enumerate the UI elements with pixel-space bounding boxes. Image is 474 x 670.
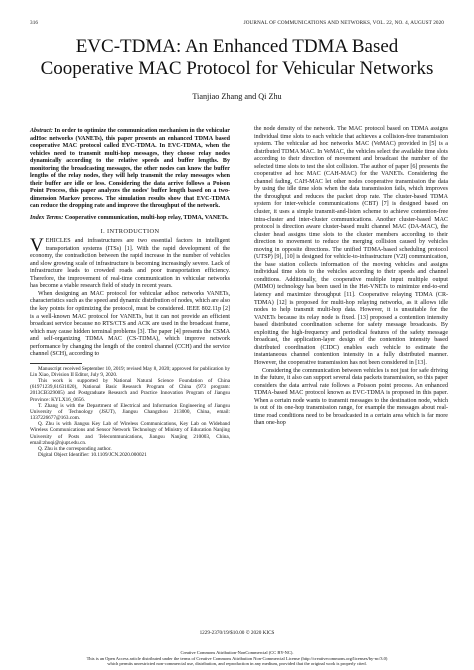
footnote-doi: Digital Object Identifier: 10.1109/JCN.2020.000021	[38, 452, 147, 459]
title-line-1: EVC-TDMA: An Enhanced TDMA Based	[75, 36, 399, 57]
title-line-2: Cooperative MAC Protocol for Vehicular Networks	[40, 58, 434, 79]
index-terms-label: Index Terms:	[30, 215, 64, 222]
footnote-corresponding: Q. Zhu is the corresponding author.	[38, 445, 112, 452]
footnote-manuscript: Manuscript received September 10, 2019; revised May 8, 2020; approved for publication by Lin Xiao, Division II Editor, July 9, 2020.	[30, 365, 230, 379]
page-number: 316	[30, 20, 39, 26]
right-column	[254, 126, 448, 428]
intro-paragraph-1	[30, 235, 230, 291]
abstract-text: In order to optimize the communication mechanism in the vehicular adHoc networks (VANETs), this paper presents an enhanced TDMA based cooperative MAC protocol called EVC-TDMA. In EVC-TDMA, when the vehicles need to transmit multi-hop messages, they choose relay nodes dynamically according to the relative speeds and buffer lengths. By monitoring the broadcasting messages, the other nodes can know the buffer lengths of the relay nodes, they will help transmit the relay messages when their buffer are idle or less. Considering the data arrive follows a Poison Point Process, this paper analyzes the nodes' buffer length based on a two-dimension Markov process. The simulation results show that EVC-TDMA can reduce the dropping rate and improve the throughput of the network.	[30, 128, 230, 210]
issn-copyright: 1229-2370/19/$10.00 © 2020 KICS	[199, 630, 275, 636]
footnote-funding: This work is supported by National Natural Science Foundation of China (61971239,61631020), National Basic Research Program of China (973 program: 2013CB329005) and Postgraduate Research and Practice Innovation Program of Jiangsu Province: KYLX16_0656.	[30, 378, 230, 403]
right-paragraph-1: the node density of the network. The MAC protocol based on TDMA assigns individual time slots to each vehicle that achieves a collision-free transmission system. The vehicular ad hoc networks MAC (VeMAC) provided in [5] is a distributed TDMA MAC. In VeMAC, the vehicles select the available time slots according to their direction of movement and broadcast the number of the selected time slots to test the slot collision. The author of paper [6] presents the cooperative ad hoc MAC (CAH-MAC) for the VANETs. Considering the channel fading, CAH-MAC let other nodes cooperative transmission the data by using the idle time slots when the data transmission fails, which improves the throughput and reduces the packet drop rate. The cluster-based TDMA system for inter-vehicle communications (CBT) [7] is designed based on cluster, it uses a simple transmit-and-listen scheme to achieve contention-free intra-cluster and inter-cluster communications. Another cluster-based MAC protocol is direction aware cluster-based multi channel MAC (DA-MAC), the cluster head assigns time slots to the cluster members according to their direction to movement to reduce the merging collision caused by vehicles moving in opposite directions. The unified TDMA-based scheduling protocol (UTSP) [9], [10] is designed for vehicle-to-infrastructure (V2I) communication, the base station collects information of the moving vehicles and assigns individual time slots to the vehicles according to their speeds and channel conditions. Additionally, the cooperative multiple input multiple output (MIMO) technology has been used in the Het-VNETs to minimize end-to-end latency and maximize throughput [11]. Cooperative relaying TDMA (CR-TDMA) [12] is proposed for multi-hop relaying networks, as it allows idle nodes to help transmit multi-hop data. However, it is unsuitable for the VANETs because its relay node is fixed. [13] proposed a contention intensity based distributed coordination scheme for safety message broadcasts. By exploiting the high-frequency and periodical features of the safety message broadcast, the application-layer design of the contention intensity based distributed coordination (CIDC) enables each vehicle to estimate the instantaneous channel contention intensity in a fully distributed manner. However, the cooperative transmission has not been considered in [13].	[254, 126, 448, 366]
footnote-divider	[30, 363, 82, 364]
footnote-author-1: T. Zhang is with the Department of Electrical and Information Engineering of Jiangsu University of Technology (JSUT), Jiangsu Changzhou 213000, China, email: 1337226677@163.com.	[30, 402, 230, 422]
section-heading-introduction: I. INTRODUCTION	[100, 227, 160, 235]
running-head	[30, 20, 444, 30]
abstract	[30, 128, 230, 211]
left-column	[30, 128, 230, 458]
license-notice	[30, 650, 444, 667]
license-line-2: This is an Open Access article distributed under the terms of Creative Commons Attribution Non-Commercial License (http://creativecommons.org/licenses/by-nc/3.0)	[86, 655, 388, 661]
intro-paragraph-2: When designing an MAC protocol for vehicular adhoc networks VANETs, characteristics such as the speed and dynamic distribution of nodes, which are also the key points for optimizing the protocol, must be considered. IEEE 802.11p [2] is a well-known MAC protocol for VANETs, but it can not provide an efficient broadcast service because no RTS/CTS and ACK are used in the broadcast frame, which may cause hidden terminal problems [3]. The paper [4] presents the CSMA and self-organizing TDMA MAC (CS-TDMA), which improve network performance by changing the length of the control channel (CCH) and the service channel (SCH), according to	[30, 290, 230, 358]
license-line-3: which permits unrestricted non-commercial use, distribution, and reproduction in any medium, provided that the original work is properly cited.	[107, 661, 367, 666]
footnotes	[30, 366, 230, 458]
index-terms-text: Cooperative communication, multi-hop relay, TDMA, VANETs.	[63, 215, 229, 222]
footnote-author-2: Q. Zhu is with Jiangsu Key Lab of Wireless Communications, Key Lab on Wideband Wireless Communications and Sensor Network Technology of Ministry of Education Nanjing University of Posts and Telecommunications, Jiangsu Nanjing 210003, China, email:zhuqi@njupt.edu.cn.	[30, 421, 230, 446]
journal-name: JOURNAL OF COMMUNICATIONS AND NETWORKS, VOL. 22, NO. 4, AUGUST 2020	[243, 20, 444, 26]
author-list: Tianjiao Zhang and Qi Zhu	[192, 92, 282, 101]
intro-paragraph-1-text: EHICLES and infrastructures are two essential factors in intelligent transportation systems (ITSs) [1]. With the rapid development of the economy, the contradiction between the rapid increase in the number of vehicles and slow growing scale of infrastructure is becoming increasingly severe. Lack of infrastructure leads to crowded roads and poor transportation efficiency. Therefore, the improvement of real-time communication in vehicular networks has become a viable research field of study in recent years.	[30, 238, 230, 290]
paper-title	[30, 36, 444, 80]
index-terms	[30, 215, 230, 223]
license-line-1: Creative Commons Attribution-NonCommercial (CC BY-NC).	[180, 650, 294, 655]
right-paragraph-2: Considering the communication between vehicles is not just for safe driving in the future, it also can support several data packets transmission, so this paper considers the data arrival rate follows a Poisson point process. An enhanced TDMA-based MAC protocol known as EVC-TDMA is proposed in this paper. When a certain node wants to transmit messages to the destination node, which is out of its one-hop transmission range, for example the messages about real-time road conditions need to be broadcasted in a certain area which is far more than one-hop	[254, 367, 448, 427]
drop-cap: V	[30, 235, 44, 257]
abstract-label: Abstract:	[30, 128, 53, 134]
